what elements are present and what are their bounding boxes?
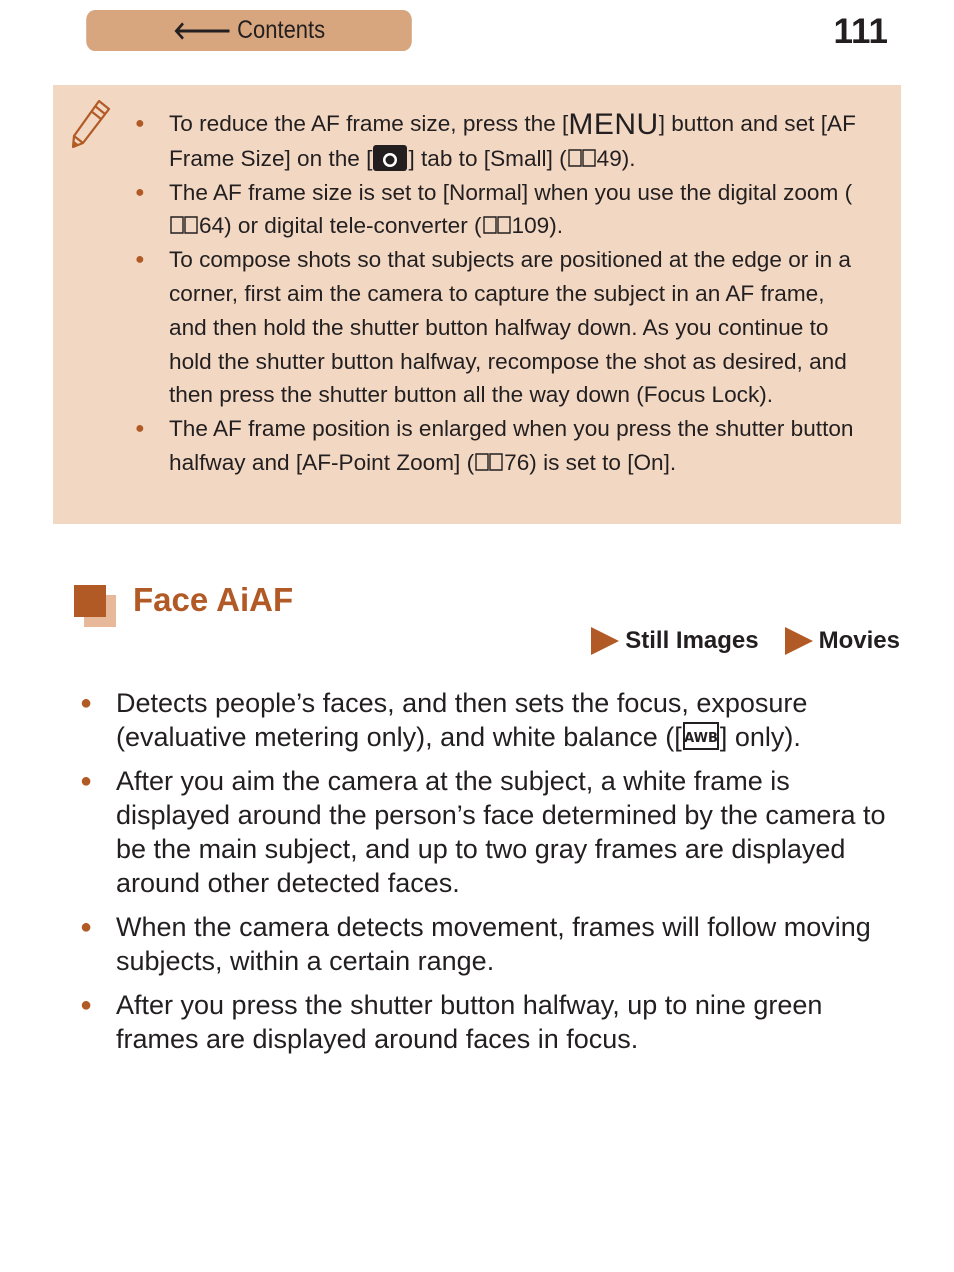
main-list	[80, 686, 910, 1066]
bullet-icon: ●	[80, 692, 93, 714]
contents-button[interactable]	[86, 10, 412, 51]
bullet-icon: ●	[80, 770, 93, 792]
list-item: ● After you aim the camera at the subject, a white frame is displayed around the person’s face determined by the camera to be the main subject, and up to two gray frames are displayed around other detected faces.	[80, 766, 886, 898]
section-marker-icon	[74, 585, 118, 629]
pencil-icon	[69, 97, 113, 151]
camera-tab-icon	[372, 144, 408, 172]
list-item: ● Detects people’s faces, and then sets the focus, exposure (evaluative metering only), and white balance ([ AWB ] only).	[80, 688, 808, 752]
note-item: ● The AF frame size is set to [Normal] when you use the digital zoom (64) or digital tele-converter ( 109).	[135, 176, 865, 244]
arrow-left-icon: 🡐	[172, 16, 232, 45]
note-item: ● To compose shots so that subjects are positioned at the edge or in a corner, first aim the camera to capture the subject in an AF frame, and then hold the shutter button halfway down. As you continue to hold the shutter button halfway, recompose the shot as desired, and then press the shutter button all the way down (Focus Lock).	[135, 243, 865, 412]
book-reference-icon	[567, 148, 597, 168]
awb-icon	[682, 721, 720, 751]
bullet-icon: ●	[80, 994, 93, 1016]
menu-button-glyph: MENU	[568, 108, 659, 141]
mode-still-images: Still Images	[591, 627, 758, 655]
bullet-icon: ●	[135, 115, 145, 132]
book-reference-icon	[482, 215, 512, 235]
list-item: ● When the camera detects movement, frames will follow moving subjects, within a certain range.	[80, 912, 871, 976]
triangle-icon	[591, 627, 619, 655]
bullet-icon: ●	[135, 420, 145, 438]
mode-movies: Movies	[785, 627, 900, 655]
bullet-icon: ●	[135, 183, 145, 201]
page-number: 111	[833, 12, 888, 51]
book-reference-icon	[169, 215, 199, 235]
shooting-modes	[591, 627, 900, 655]
bullet-icon: ●	[80, 916, 93, 938]
bullet-icon: ●	[135, 251, 145, 269]
list-item: ● After you press the shutter button halfway, up to nine green frames are displayed around faces in focus.	[80, 990, 823, 1054]
note-box	[53, 85, 901, 524]
svg-text:AWB: AWB	[683, 731, 718, 746]
triangle-icon	[785, 627, 813, 655]
book-reference-icon	[474, 452, 504, 472]
section-title: Face AiAF	[133, 581, 294, 618]
note-item: ● To reduce the AF frame size, press the [MENU] button and set [AF Frame Size] on the [ ] tab to [Small] ( 49).	[135, 108, 856, 171]
contents-label: Contents	[237, 16, 326, 44]
note-item: ● The AF frame position is enlarged when you press the shutter button halfway and [AF-Point Zoom] ( 76) is set to [On].	[135, 412, 865, 480]
note-list	[135, 107, 865, 480]
